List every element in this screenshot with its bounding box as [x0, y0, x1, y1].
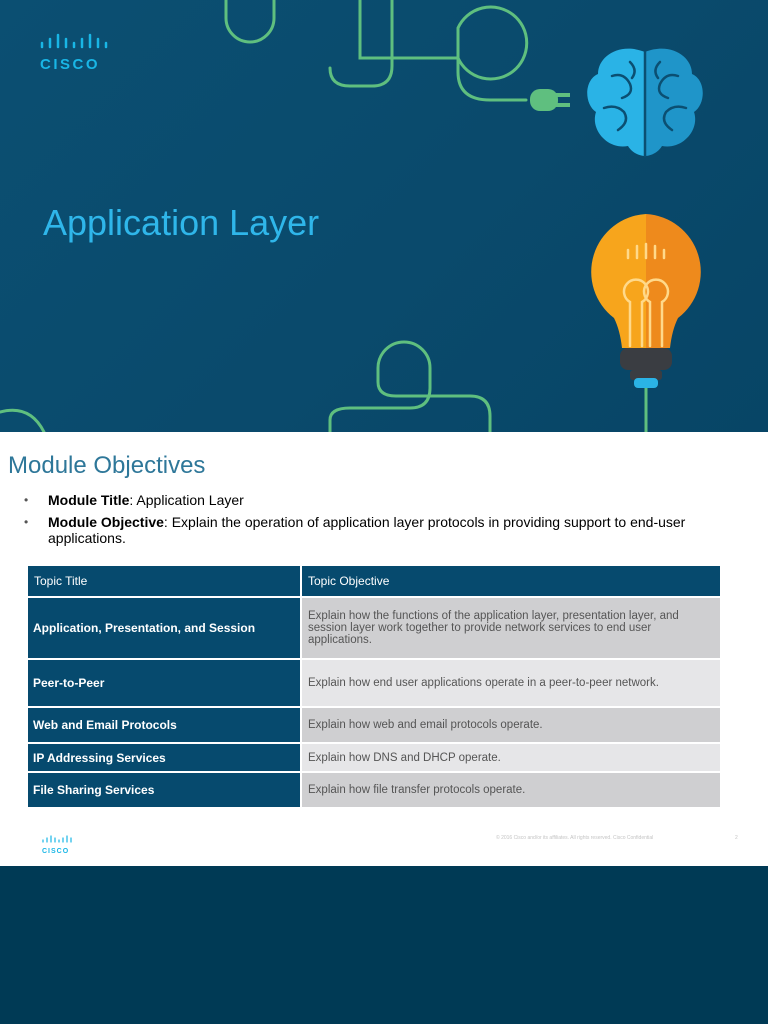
topics-table [26, 564, 722, 809]
table-row [27, 707, 721, 743]
circuit-line-plug [360, 0, 527, 100]
cisco-bars-icon [42, 835, 72, 843]
topic-objective-cell: Explain how file transfer protocols operate. [301, 772, 721, 808]
cisco-logo [40, 33, 108, 73]
page-number: 2 [735, 835, 738, 841]
bullet-icon: • [24, 493, 29, 507]
table-header-row [27, 565, 721, 597]
light-bulb-icon [591, 214, 701, 388]
topic-objective-cell: Explain how the functions of the application layer, presentation layer, and session layer work together to provide network services to end user applications. [301, 597, 721, 659]
topic-title-cell: IP Addressing Services [27, 743, 301, 772]
slide-title: Application Layer [43, 202, 320, 243]
plug-icon [530, 89, 570, 111]
table-row [27, 743, 721, 772]
table-row [27, 597, 721, 659]
cisco-wordmark: CISCO [40, 56, 101, 73]
topic-objective-cell: Explain how DNS and DHCP operate. [301, 743, 721, 772]
table-row [27, 659, 721, 707]
bullet-text: : Explain the operation of application layer protocols in providing support to end-user applications. [48, 514, 686, 546]
circuit-line-top [226, 0, 274, 42]
topic-objective-cell: Explain how web and email protocols operate. [301, 707, 721, 743]
copyright-text: © 2016 Cisco and/or its affiliates. All rights reserved. Cisco Confidential [496, 835, 654, 841]
objective-bullets [24, 492, 744, 552]
bullet-label: Module Objective [48, 514, 164, 530]
module-objectives-heading: Module Objectives [8, 452, 206, 479]
cisco-bars-icon [40, 33, 108, 49]
topic-objective-cell: Explain how end user applications operate in a peer-to-peer network. [301, 659, 721, 707]
bullet-icon: • [24, 515, 29, 529]
bullet-module-objective [24, 514, 744, 546]
circuit-line-left [0, 410, 44, 432]
header-topic-objective: Topic Objective [301, 565, 721, 597]
bullet-text: : Application Layer [129, 492, 244, 508]
objectives-slide [0, 432, 768, 866]
topic-title-cell: Peer-to-Peer [27, 659, 301, 707]
bullet-label: Module Title [48, 492, 130, 508]
topic-title-cell: Application, Presentation, and Session [27, 597, 301, 659]
bullet-module-title [24, 492, 744, 508]
topic-title-cell: File Sharing Services [27, 772, 301, 808]
footer-cisco-wordmark: CISCO [42, 848, 70, 855]
topic-title-cell: Web and Email Protocols [27, 707, 301, 743]
brain-icon [587, 49, 703, 156]
circuit-line-bottom [330, 342, 490, 432]
header-topic-title: Topic Title [27, 565, 301, 597]
title-slide [0, 0, 768, 432]
footer-cisco-logo [42, 830, 72, 855]
table-row [27, 772, 721, 808]
